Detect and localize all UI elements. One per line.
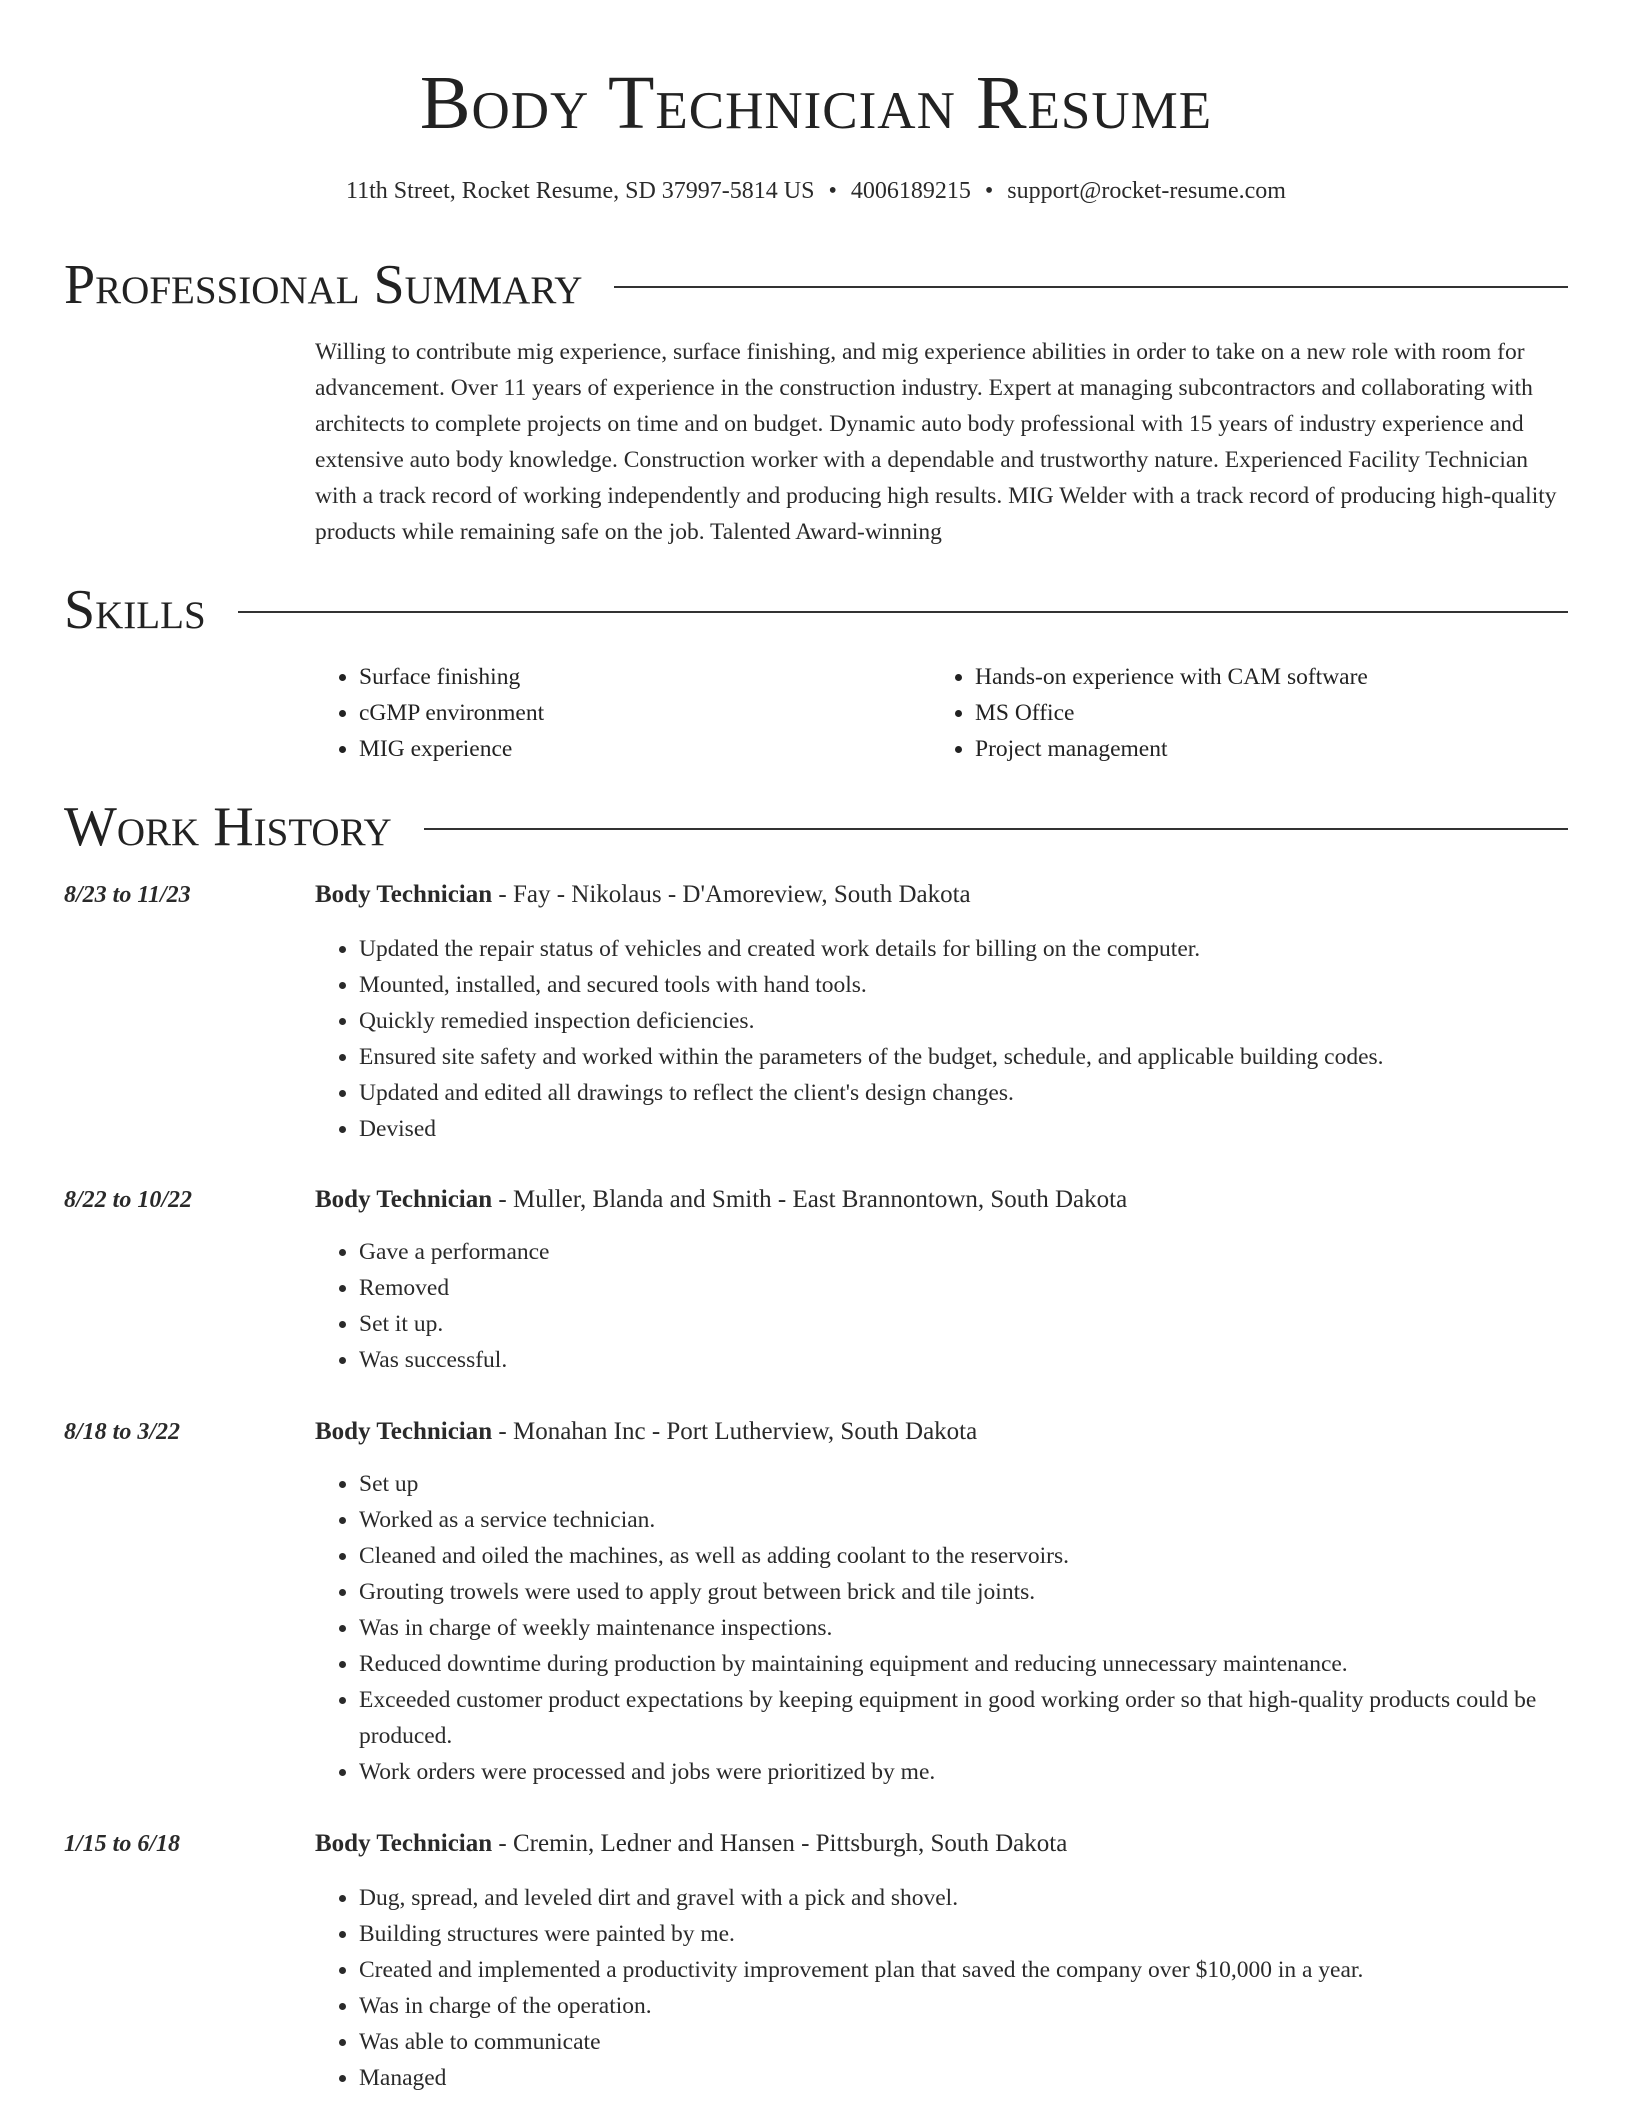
job-bullet: • Was able to communicate (359, 2024, 1568, 2060)
job-bullet: • Was in charge of the operation. (359, 1988, 1568, 2024)
contact-phone: 4006189215 (850, 178, 971, 204)
job-bullet: • Worked as a service technician. (359, 1502, 1568, 1538)
job-details: - Cremin, Ledner and Hansen - Pittsburgh, South Dakota (492, 1830, 1068, 1857)
job-title-line (315, 1414, 977, 1450)
skills-section-header (64, 578, 1568, 642)
job-bullets (315, 1880, 1568, 2096)
summary-text: Willing to contribute mig experience, surface finishing, and mig experience abilities in order to take on a new role with room for advancement. Over 11 years of experience in the construction industry. Expert at managing subcontractors and collaborating with architects to complete projects on time and on budget. Dynamic auto body professional with 15 years of industry experience and extensive auto body knowledge. Construction worker with a dependable and trustworthy nature. Experienced Facility Technician with a track record of working independently and producing high results. MIG Welder with a track record of producing high-quality products while remaining safe on the job. Talented Award-winning (315, 339, 1557, 545)
job-bullet: • Ensured site safety and worked within the parameters of the budget, schedule, and applicable building codes. (359, 1039, 1568, 1075)
job-details: - Fay - Nikolaus - D'Amoreview, South Dakota (492, 881, 971, 908)
resume-title: Body Technician Resume (419, 61, 1213, 145)
job-bullet: • Dug, spread, and leveled dirt and gravel with a pick and shovel. (359, 1880, 1568, 1916)
job-bullet: • Created and implemented a productivity improvement plan that saved the company over $10,000 in a year. (359, 1952, 1568, 1988)
job-bullet: • Quickly remedied inspection deficiencies. (359, 1003, 1568, 1039)
job-bullet: • Updated and edited all drawings to reflect the client's design changes. (359, 1075, 1568, 1111)
job-title-line (315, 1826, 1067, 1862)
job-bullets (315, 1234, 1568, 1378)
job-bullet: • Building structures were painted by me. (359, 1916, 1568, 1952)
work-section-header (64, 795, 1568, 859)
job-bullet: • Work orders were processed and jobs were prioritized by me. (359, 1754, 1568, 1790)
job-bullet: • Set it up. (359, 1306, 1568, 1342)
skill-item: • Project management (975, 731, 1547, 767)
job-dates: 1/15 to 6/18 (64, 1831, 181, 1857)
contact-address: 11th Street, Rocket Resume, SD 37997-5814 US (346, 178, 815, 204)
job-bullets (315, 1466, 1568, 1790)
job-role: Body Technician (315, 1186, 493, 1213)
section-divider (238, 611, 1568, 613)
job-bullet: • Cleaned and oiled the machines, as well as adding coolant to the reservoirs. (359, 1538, 1568, 1574)
skill-item: • cGMP environment (359, 695, 931, 731)
contact-line (64, 174, 1568, 208)
section-divider (424, 828, 1568, 830)
summary-heading: Professional Summary (64, 254, 583, 316)
job-title-line (315, 877, 971, 913)
section-divider (614, 286, 1568, 288)
skills-column-right (931, 659, 1547, 767)
skill-item: • MS Office (975, 695, 1547, 731)
job-bullet: • Managed (359, 2060, 1568, 2096)
skills-heading: Skills (64, 579, 206, 641)
job-dates: 8/18 to 3/22 (64, 1419, 181, 1445)
job-bullet: • Updated the repair status of vehicles and created work details for billing on the computer. (359, 931, 1568, 967)
job-bullet: • Gave a performance (359, 1234, 1568, 1270)
job-dates: 8/22 to 10/22 (64, 1187, 193, 1213)
work-heading: Work History (64, 796, 392, 858)
job-bullet: • Grouting trowels were used to apply grout between brick and tile joints. (359, 1574, 1568, 1610)
job-role: Body Technician (315, 1830, 493, 1857)
job-details: - Monahan Inc - Port Lutherview, South Dakota (492, 1418, 978, 1445)
job-bullet: • Set up (359, 1466, 1568, 1502)
job-bullet: • Reduced downtime during production by maintaining equipment and reducing unnecessary maintenance. (359, 1646, 1568, 1682)
job-title-line (315, 1182, 1127, 1218)
contact-separator: • (828, 178, 837, 204)
job-details: - Muller, Blanda and Smith - East Brannontown, South Dakota (492, 1186, 1128, 1213)
job-role: Body Technician (315, 1418, 493, 1445)
skills-column-left (315, 659, 931, 767)
skill-item: • Surface finishing (359, 659, 931, 695)
contact-email: support@rocket-resume.com (1007, 178, 1286, 204)
job-bullet: • Removed (359, 1270, 1568, 1306)
job-bullet: • Exceeded customer product expectations by keeping equipment in good working order so that high-quality products could be produced. (359, 1682, 1568, 1754)
job-bullet: • Was in charge of weekly maintenance inspections. (359, 1610, 1568, 1646)
job-bullet: • Devised (359, 1111, 1568, 1147)
skill-item: • MIG experience (359, 731, 931, 767)
job-bullet: • Was successful. (359, 1342, 1568, 1378)
skills-list (315, 659, 1568, 767)
skill-item: • Hands-on experience with CAM software (975, 659, 1547, 695)
job-role: Body Technician (315, 881, 493, 908)
summary-section-header (64, 253, 1568, 317)
job-bullets (315, 931, 1568, 1147)
job-dates: 8/23 to 11/23 (64, 882, 191, 908)
job-bullet: • Mounted, installed, and secured tools with hand tools. (359, 967, 1568, 1003)
contact-separator: • (984, 178, 994, 204)
